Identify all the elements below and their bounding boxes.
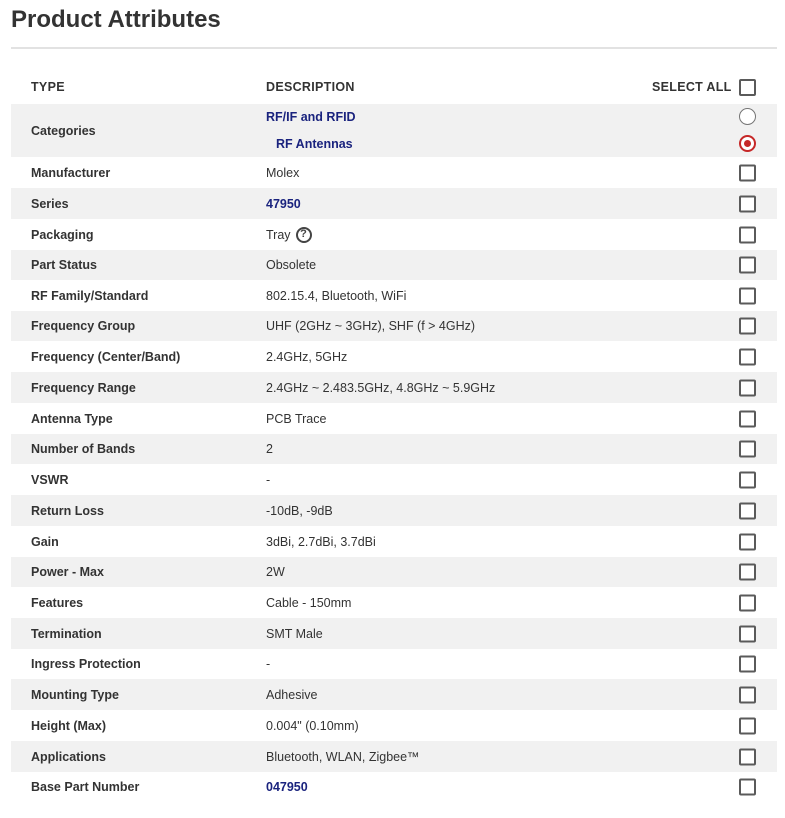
row-label: Return Loss [31,503,104,518]
row-value-text: 47950 [266,196,301,211]
row-value-text: Obsolete [266,258,317,272]
row-label: Frequency Range [31,380,136,395]
table-row [11,188,777,219]
row-checkbox[interactable] [739,164,756,181]
row-checkbox[interactable] [739,686,756,703]
row-value [266,504,333,518]
row-value [266,258,316,272]
row-value-text: 2.4GHz ~ 2.483.5GHz, 4.8GHz ~ 5.9GHz [266,380,496,395]
table-row [11,710,777,741]
row-checkbox[interactable] [739,594,756,611]
row-value-text: Bluetooth, WLAN, Zigbee™ [266,749,420,764]
row-checkbox[interactable] [739,226,756,243]
row-value [266,750,420,764]
row-label: Series [31,196,69,211]
select-all-label: SELECT ALL [652,80,732,94]
row-value [266,657,270,671]
row-value [266,565,285,579]
row-label: Frequency (Center/Band) [31,349,181,364]
table-row [11,741,777,772]
row-value-text: Tray [266,227,291,242]
row-checkbox[interactable] [739,441,756,458]
table-row [11,341,777,372]
table-row [11,495,777,526]
row-label: Power - Max [31,565,104,579]
row-value-text: PCB Trace [266,411,327,426]
row-value [266,627,323,641]
row-checkbox[interactable] [739,779,756,796]
table-row-categories [11,104,777,157]
row-value-text: 2 [266,442,273,456]
table-row [11,157,777,188]
row-value-link[interactable] [266,780,308,794]
row-value-text: 3dBi, 2.7dBi, 3.7dBi [266,534,376,549]
row-label: Gain [31,534,59,549]
table-row [11,434,777,464]
row-value [266,381,495,395]
table-row [11,649,777,679]
row-checkbox[interactable] [739,348,756,365]
attributes-table [11,104,777,802]
row-checkbox[interactable] [739,379,756,396]
row-checkbox[interactable] [739,257,756,274]
row-value [266,473,270,487]
table-row [11,464,777,495]
row-value [266,535,376,549]
row-value-text: 2.4GHz, 5GHz [266,349,348,364]
title-divider [11,47,777,49]
table-row [11,587,777,618]
row-label: Antenna Type [31,411,113,426]
row-checkbox[interactable] [739,318,756,335]
row-checkbox[interactable] [739,502,756,519]
row-label: Features [31,595,84,610]
row-checkbox[interactable] [739,717,756,734]
table-row [11,772,777,802]
row-label: RF Family/Standard [31,288,149,303]
column-header-type: TYPE [31,80,65,94]
row-label: Applications [31,749,107,764]
row-label: VSWR [31,472,69,487]
category-link[interactable]: RF Antennas [276,137,353,151]
row-value-text: - [266,657,271,671]
page-title: Product Attributes [11,6,221,33]
row-checkbox[interactable] [739,195,756,212]
table-row [11,679,777,710]
row-checkbox[interactable] [739,287,756,304]
row-checkbox[interactable] [739,471,756,488]
row-checkbox[interactable] [739,748,756,765]
row-checkbox[interactable] [739,533,756,550]
row-label: Base Part Number [31,780,140,794]
category-link[interactable]: RF/IF and RFID [266,110,356,124]
row-value-text: 047950 [266,780,308,794]
row-value-text: UHF (2GHz ~ 3GHz), SHF (f > 4GHz) [266,319,476,333]
column-header-description: DESCRIPTION [266,80,355,94]
row-value-link[interactable] [266,197,301,211]
table-row [11,250,777,280]
table-row [11,557,777,587]
row-value-text: 0.004" (0.10mm) [266,718,359,733]
category-radio-selected[interactable] [739,135,756,152]
table-row [11,403,777,434]
row-value [266,227,312,243]
row-label: Frequency Group [31,319,136,333]
help-icon[interactable]: ? [296,227,312,243]
row-value [266,166,299,180]
row-value-text: Cable - 150mm [266,595,352,610]
row-value-text: 2W [266,565,285,579]
row-value-text: Molex [266,165,300,180]
table-row [11,311,777,341]
row-value-text: - [266,472,271,487]
row-value [266,719,359,733]
row-label: Packaging [31,227,94,242]
row-checkbox[interactable] [739,410,756,427]
row-label: Mounting Type [31,687,119,702]
row-value-text: -10dB, -9dB [266,503,333,518]
row-label: Termination [31,626,102,641]
row-value [266,688,317,702]
row-label: Categories [31,123,96,138]
row-checkbox[interactable] [739,564,756,581]
row-label: Height (Max) [31,718,106,733]
row-value [266,350,347,364]
row-checkbox[interactable] [739,625,756,642]
row-value [266,289,406,303]
row-label: Number of Bands [31,442,136,456]
row-label: Part Status [31,258,97,272]
select-all-checkbox[interactable] [739,79,756,96]
table-row [11,372,777,403]
table-row [11,280,777,311]
row-label: Manufacturer [31,165,111,180]
row-value [266,319,475,333]
row-value-text: Adhesive [266,687,318,702]
category-radio[interactable] [739,108,756,125]
row-value [266,596,351,610]
row-value [266,412,326,426]
row-value-text: SMT Male [266,626,323,641]
row-label: Ingress Protection [31,657,141,671]
table-row [11,618,777,649]
table-row [11,219,777,250]
row-checkbox[interactable] [739,656,756,673]
table-row [11,526,777,557]
row-value [266,442,273,456]
row-value-text: 802.15.4, Bluetooth, WiFi [266,288,407,303]
